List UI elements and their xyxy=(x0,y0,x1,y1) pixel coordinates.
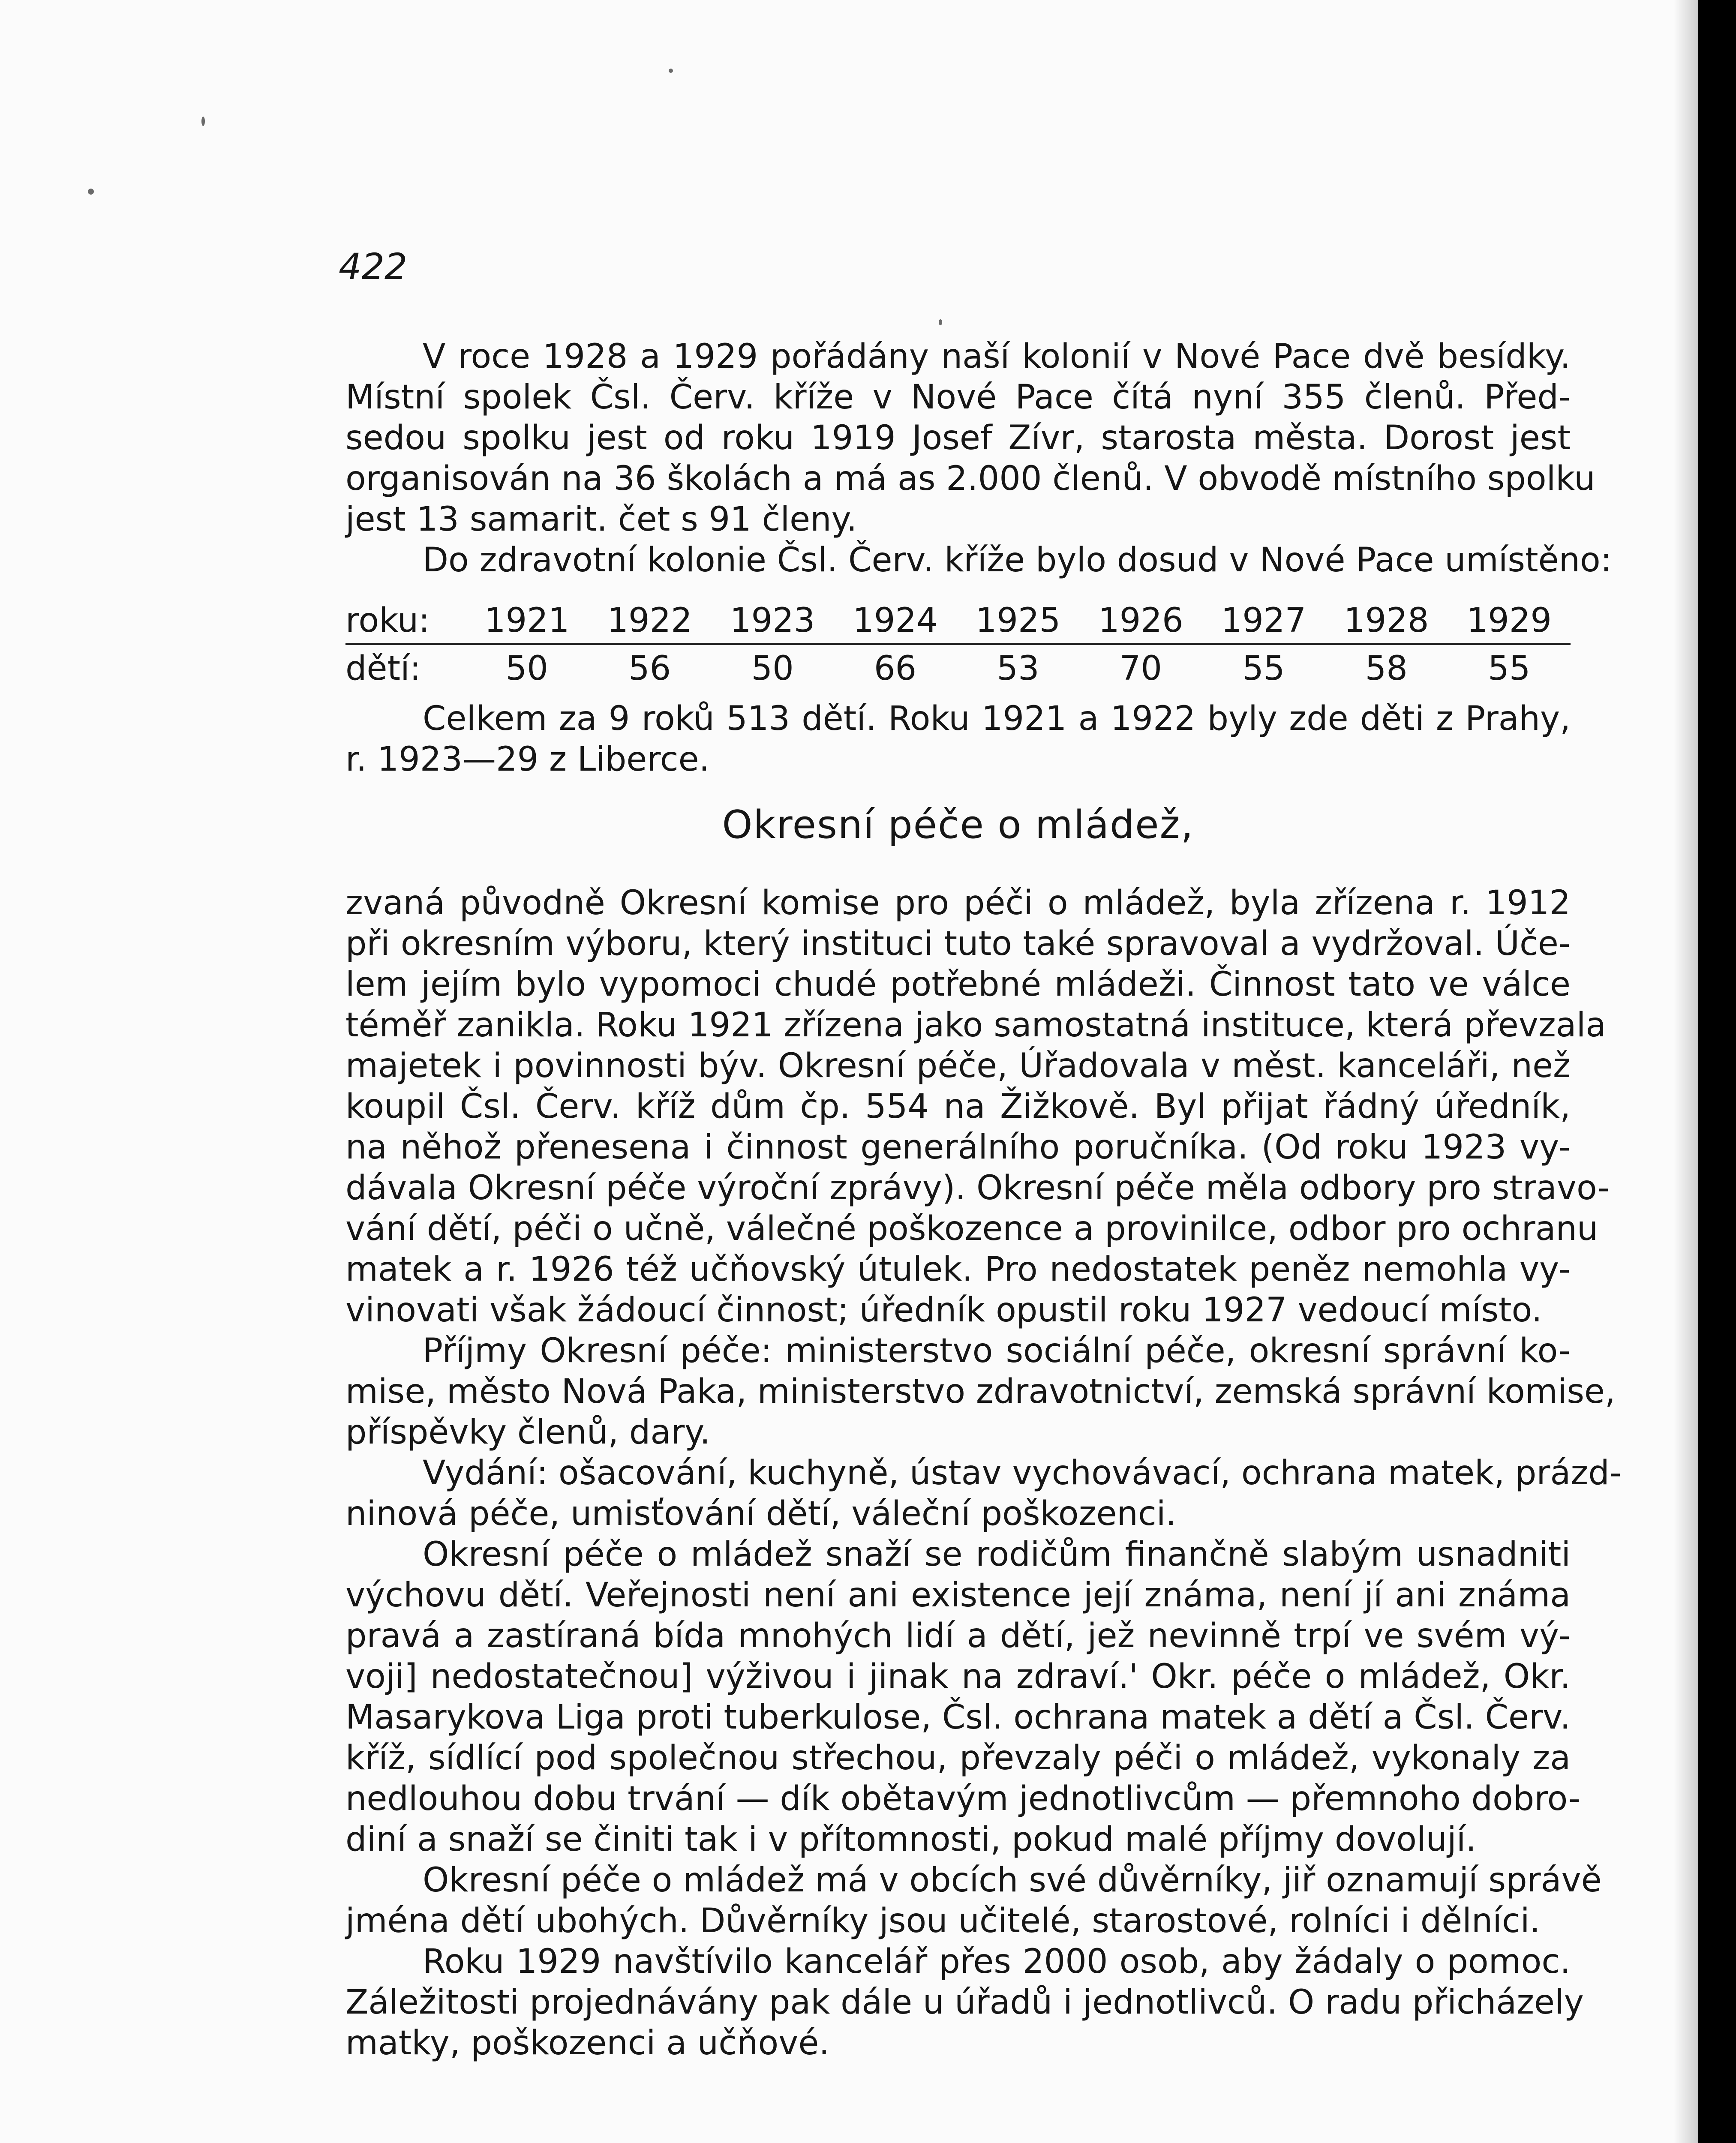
text-line: Vydání: ošacování, kuchyně, ústav vychovávací, ochrana matek, prázd- xyxy=(423,1454,1622,1492)
text-line: V roce 1928 a 1929 pořádány naší kolonií v Nové Pace dvě besídky. xyxy=(423,337,1571,376)
paragraph xyxy=(345,1331,1616,1453)
text-line: lem jejím bylo vypomoci chudé potřebné mládeži. Činnost tato ve válce xyxy=(345,965,1571,1004)
text-line: organisován na 36 školách a má as 2.000 členů. V obvodě místního spolku xyxy=(345,459,1595,498)
table-cell-year: 1921 xyxy=(466,598,588,644)
text-line: koupil Čsl. Červ. kříž dům čp. 554 na Žižkově. Byl přijat řádný úředník, xyxy=(345,1087,1571,1126)
paragraph xyxy=(345,699,1571,780)
text-line: Celkem za 9 roků 513 dětí. Roku 1921 a 1922 byly zde děti z Prahy, xyxy=(423,699,1571,738)
paragraph xyxy=(345,540,1612,581)
table-row xyxy=(345,598,1571,644)
children-stats-table xyxy=(345,598,1571,692)
text-line: mise, město Nová Paka, ministerstvo zdravotnictví, zemská správní komise, xyxy=(345,1372,1616,1411)
text-line: nedlouhou dobu trvání — dík obětavým jednotlivcům — přemnoho dobro- xyxy=(345,1780,1580,1818)
text-line: vinovati však žádoucí činnost; úředník opustil roku 1927 vedoucí místo. xyxy=(345,1291,1542,1330)
table-cell-year: 1926 xyxy=(1079,598,1202,644)
table-cell-children: 53 xyxy=(997,649,1039,688)
paragraph xyxy=(345,336,1595,540)
text-line: matky, poškozenci a učňové. xyxy=(345,2024,830,2062)
text-line: pravá a zastíraná bída mnohých lidí a dětí, jež nevinně trpí ve svém vý- xyxy=(345,1617,1571,1655)
text-line: Záležitosti projednávány pak dále u úřadů i jednotlivců. O radu přicházely xyxy=(345,1983,1584,2022)
text-line: Okresní péče o mládež snaží se rodičům finančně slabým usnadniti xyxy=(423,1535,1571,1574)
scan-speck xyxy=(939,319,942,325)
text-line: Roku 1929 navštívilo kancelář přes 2000 osob, aby žádaly o pomoc. xyxy=(423,1942,1571,1981)
table-cell-children: 70 xyxy=(1119,649,1162,688)
table-cell-year: 1925 xyxy=(957,598,1079,644)
paragraph xyxy=(345,883,1610,1331)
text-line: příspěvky členů, dary. xyxy=(345,1413,711,1452)
table-cell-year: 1923 xyxy=(711,598,834,644)
section-heading: Okresní péče o mládež, xyxy=(722,802,1194,847)
text-line: jest 13 samarit. čet s 91 členy. xyxy=(345,500,857,539)
paragraph xyxy=(345,1860,1602,1942)
table-cell-year: 1927 xyxy=(1202,598,1325,644)
scan-speck xyxy=(201,117,205,126)
scan-speck xyxy=(669,69,673,73)
text-line: Příjmy Okresní péče: ministerstvo sociální péče, okresní správní ko- xyxy=(423,1332,1571,1370)
table-cell-children: 66 xyxy=(874,649,917,688)
table-cell-year: 1928 xyxy=(1325,598,1448,644)
summary-section xyxy=(345,699,1571,780)
table-cell-children: 50 xyxy=(505,649,548,688)
text-line: Místní spolek Čsl. Červ. kříže v Nové Pace čítá nyní 355 členů. Před- xyxy=(345,378,1571,417)
main-section xyxy=(345,883,1622,2064)
text-line: Masarykova Liga proti tuberkulose, Čsl. ochrana matek a dětí a Čsl. Červ. xyxy=(345,1698,1571,1737)
text-line: ninová péče, umisťování dětí, váleční poškozenci. xyxy=(345,1495,1177,1533)
text-line: kříž, sídlící pod společnou střechou, převzaly péči o mládež, vykonaly za xyxy=(345,1739,1571,1777)
text-line: při okresním výboru, který instituci tuto také spravoval a vydržoval. Úče- xyxy=(345,924,1571,963)
table-cell-children: 55 xyxy=(1242,649,1285,688)
table-cell-year: 1922 xyxy=(588,598,711,644)
year-row-label: roku: xyxy=(345,598,466,644)
text-line: voji] nedostatečnou] výživou i jinak na zdraví.' Okr. péče o mládež, Okr. xyxy=(345,1657,1571,1696)
page-edge-shadow xyxy=(1674,0,1698,2143)
text-line: r. 1923—29 z Liberce. xyxy=(345,740,710,779)
text-line: jména dětí ubohých. Důvěrníky jsou učitelé, starostové, rolníci i dělníci. xyxy=(345,1902,1541,1940)
table-cell-children: 50 xyxy=(751,649,794,688)
scan-speck xyxy=(88,189,94,195)
text-line: na něhož přenesena i činnost generálního poručníka. (Od roku 1923 vy- xyxy=(345,1128,1571,1167)
text-line: diní a snaží se činiti tak i v přítomnosti, pokud malé příjmy dovolují. xyxy=(345,1820,1477,1859)
text-line: zvaná původně Okresní komise pro péči o mládež, byla zřízena r. 1912 xyxy=(345,884,1571,922)
text-line: majetek i povinnosti býv. Okresní péče, Úřadovala v měst. kanceláři, než xyxy=(345,1047,1571,1085)
intro-section xyxy=(345,336,1612,581)
text-line: výchovu dětí. Veřejnosti není ani existence její známa, není jí ani známa xyxy=(345,1576,1571,1615)
text-line: Okresní péče o mládež má v obcích své důvěrníky, jiř oznamují správě xyxy=(423,1861,1602,1900)
page-number: 422 xyxy=(339,246,408,288)
paragraph xyxy=(345,1942,1584,2064)
table-cell-children: 55 xyxy=(1488,649,1531,688)
text-line: sedou spolku jest od roku 1919 Josef Zívr, starosta města. Dorost jest xyxy=(345,419,1571,457)
text-line: vání dětí, péči o učně, válečné poškozence a provinilce, odbor pro ochranu xyxy=(345,1210,1598,1248)
children-row-label: dětí: xyxy=(345,649,421,688)
text-line: matek a r. 1926 též učňovský útulek. Pro nedostatek peněz nemohla vy- xyxy=(345,1250,1571,1289)
table-cell-children: 56 xyxy=(628,649,671,688)
paragraph xyxy=(345,1453,1622,1534)
text-line: téměř zanikla. Roku 1921 zřízena jako samostatná instituce, která převzala xyxy=(345,1006,1607,1044)
text-line: Do zdravotní kolonie Čsl. Červ. kříže bylo dosud v Nové Pace umístěno: xyxy=(423,541,1612,579)
paragraph xyxy=(345,1534,1580,1860)
text-line: dávala Okresní péče výroční zprávy). Okresní péče měla odbory pro stravo- xyxy=(345,1169,1610,1207)
table-cell-year: 1929 xyxy=(1448,598,1571,644)
table-row xyxy=(345,644,1571,693)
table-cell-year: 1924 xyxy=(834,598,956,644)
table-cell-children: 58 xyxy=(1365,649,1408,688)
